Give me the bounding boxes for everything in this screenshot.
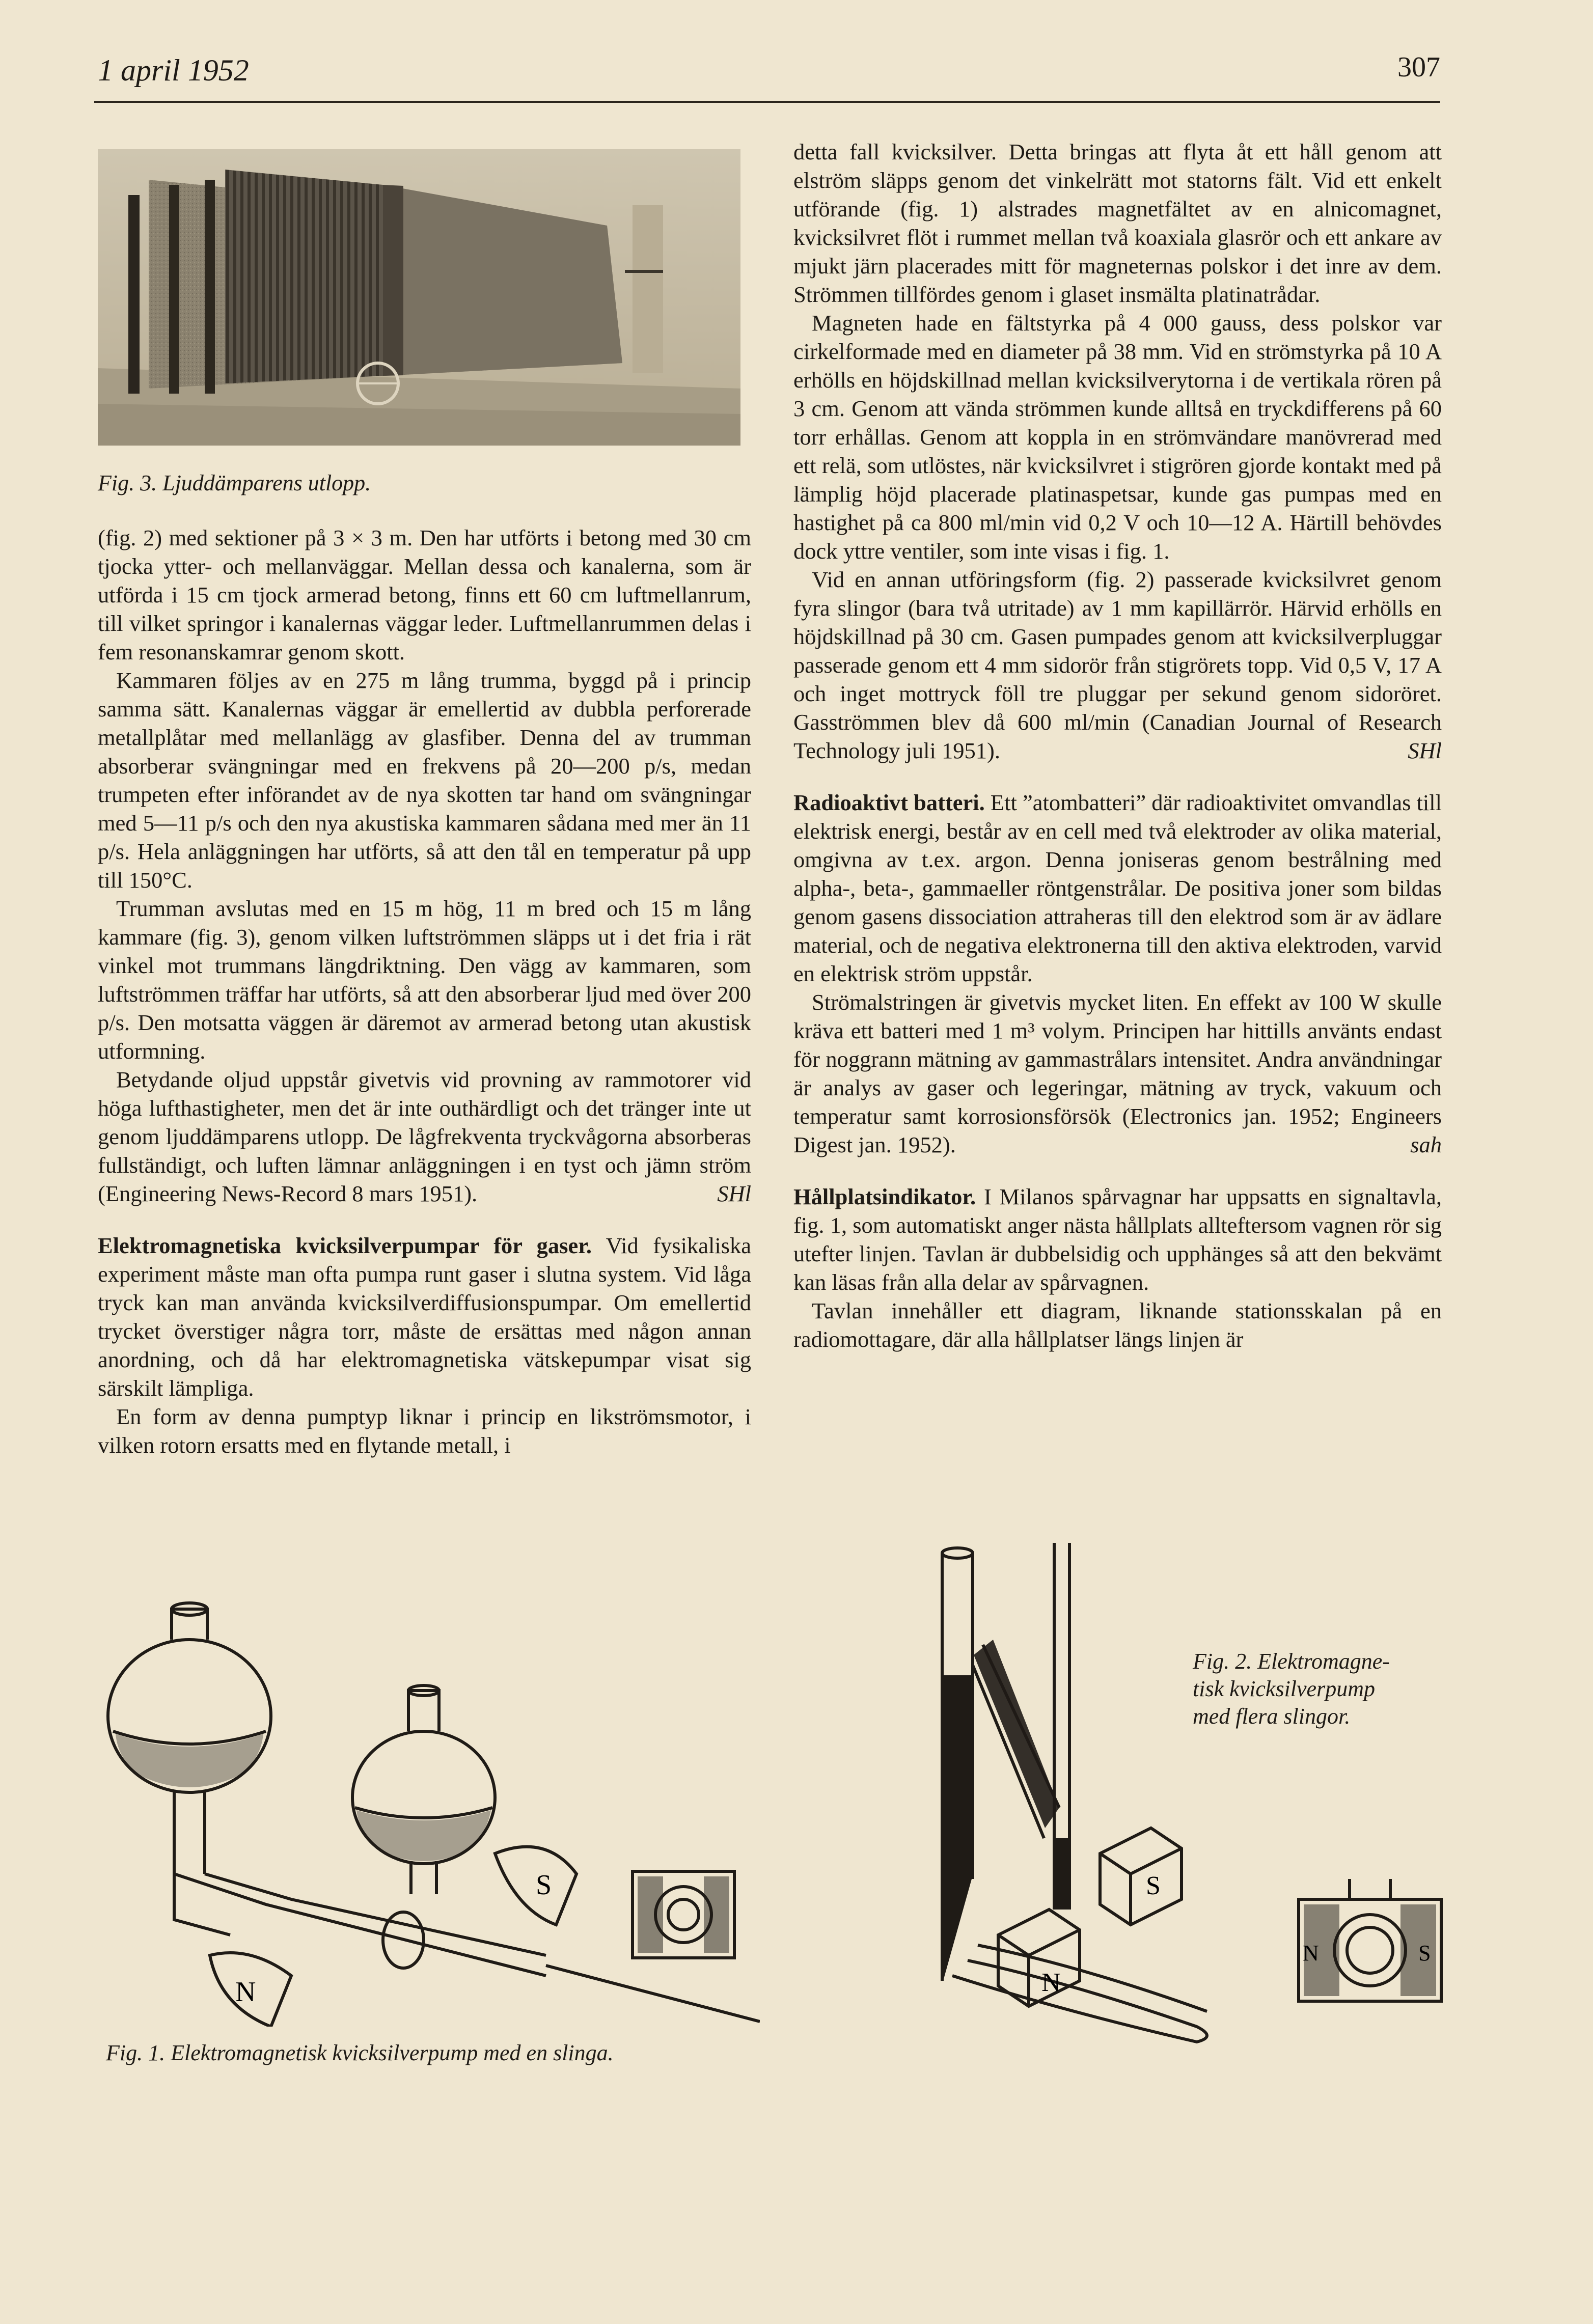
left-paragraph [98,1065,751,1208]
fig2-caption-line: tisk kvicksilverpump [1193,1676,1375,1701]
left-paragraph [98,1231,751,1402]
section-heading: Hållplatsindikator. [793,1184,976,1209]
right-paragraph [793,988,1442,1159]
mercury-pump-multi-loop-diagram [912,1523,1457,2062]
paragraph-text: Strömalstringen är givetvis mycket liten. En effekt av 100 W skulle kräva ett batteri med 1 m³ volym. Principen har hittills använts endast för noggrann mätning av gammastrålars intensitet. Andra användningar är analys av gaser och legeringar, mätning av tryck, vakuum och temperatur samt korrosionsförsök (Electronics jan. 1952; Engineers Digest jan. 1952). [793,989,1442,1157]
page-number: 307 [1397,51,1440,83]
right-paragraph [793,788,1442,988]
right-paragraph [793,565,1442,765]
right-paragraph: detta fall kvicksilver. Detta bringas att flyta åt ett håll genom att elström släpps genom det vinkelrätt mot statorns fält. Vid ett enkelt utförande (fig. 1) alstrades magnetfältet av en alnicomagnet, kvicksilvret flöt i rummet mellan två koaxiala glasrör och ett ankare av mjukt järn placerades mitt för magneternas polskor i det inre av dem. Strömmen tillfördes genom i glaset insmälta platinatrådar. [793,139,1442,307]
fig2-drawing [912,1523,1457,2062]
issue-date: 1 april 1952 [98,53,249,87]
right-paragraph [793,1182,1442,1296]
paragraph-text: Vid en annan utföringsform (fig. 2) passerade kvicksilvret genom fyra slingor (bara två utritade) av 1 mm kapillärrör. Härvid erhölls en höjdskillnad på 30 cm. Gasen pumpades genom att kvicksilverpluggar passerade genom ett 4 mm sidorör från stigrörets topp. Vid 0,5 V, 17 A och inget mottryck föll tre pluggar per sekund genom sidoröret. Gasströmmen blev då 600 ml/min (Canadian Journal of Research Technology juli 1951). [793,567,1442,763]
section-heading: Radioaktivt batteri. [793,790,985,815]
fig2-label-s: S [1146,1871,1161,1900]
left-paragraph: Kammaren följes av en 275 m lång trumma, byggd på i princip samma sätt. Kanalernas väggar är emellertid av dubbla perforerade metallplåtar med mellanlägg av glasfiber. Denna del av trumman absorberar svängningar med en frekvens på 20—200 p/s, medan trumpeten efter införandet av de nya skotten tar hand om svängningar med 5—11 p/s och den nya akustiska kammaren sådana med mer än 11 p/s. Hela anläggningen har utförts, så att den tål en temperatur på upp till 150°C. [98,668,751,893]
fig2-caption [1193,1648,1390,1730]
author-signature: SHl [1408,738,1442,763]
paragraph-text: I Milanos spårvagnar har uppsatts en signaltavla, fig. 1, som automatiskt anger nästa hållplats allteftersom vagnen rör sig utefter linjen. Tavlan är dubbelsidig och upphänges så att den bekvämt kan läsas från alla delar av spårvagnen. [793,1184,1442,1295]
silencer-outlet-photo [98,149,740,446]
paragraph-text: Vid fysikaliska experiment måste man ofta pumpa runt gaser i slutna system. Vid låga tryck kan man använda kvicksilverdiffusionspumpar. Om emellertid trycket överstiger några torr, måste de ersättas med någon annan anordning, och då har elektromagnetiska vätskepumpar visat sig särskilt lämpliga. [98,1233,752,1401]
left-paragraph: (fig. 2) med sektioner på 3 × 3 m. Den har utförts i betong med 30 cm tjocka ytter- och mellanväggar. Mellan dessa och kanalerna, som är utförda i 15 cm tjock armerad betong, finns ett 60 cm luftmellanrum, till vilket springor i kanalernas väggar leder. Luftmellanrummen delas i fem resonanskamrar genom skott. [98,525,751,665]
right-paragraph: Tavlan innehåller ett diagram, liknande stationsskalan på en radiomottagare, där alla hållplatser längs linjen är [793,1298,1442,1352]
fig2-label-n: N [1041,1968,1061,1997]
author-signature: sah [1410,1132,1442,1157]
fig2-caption-line: med flera slingor. [1193,1704,1351,1729]
author-signature: SHl [717,1181,751,1206]
header-rule [94,101,1440,103]
fig1-drawing [98,1589,760,2027]
fig1-label-n: N [235,1976,256,2008]
left-column [98,523,751,1459]
right-paragraph: Magneten hade en fältstyrka på 4 000 gauss, dess polskor var cirkelformade med en diameter på 38 mm. Vid en strömstyrka på 10 A erhölls en höjdskillnad mellan kvicksilverytorna i de vertikala rören på 3 cm. Genom att vända strömmen kunde alltså en tryckdifferens på 60 torr erhållas. Genom att koppla in en strömvändare manövrerad med ett relä, som utlöstes, när kvicksilvret i stigrören gjorde kontakt med på lämplig höjd placerade platinaspetsar, kunde gas pumpas med en hastighet på ca 800 ml/min vid 0,2 V och 10—12 A. Härtill behövdes dock yttre ventiler, som inte visas i fig. 1. [793,310,1442,564]
paragraph-text: Betydande oljud uppstår givetvis vid provning av rammotorer vid höga lufthastigheter, men det är inte outhärdligt och det tränger inte ut genom ljuddämparens utlopp. De lågfrekventa tryckvågorna absorberas fullständigt, och luften lämnar anläggningen i en tyst och jämn ström (Engineering News-Record 8 mars 1951). [98,1067,751,1206]
fig1-label-s: S [536,1869,552,1901]
left-paragraph: En form av denna pumptyp liknar i princip en likströmsmotor, i vilken rotorn ersatts med en flytande metall, i [98,1404,751,1458]
paragraph-text: Ett ”atombatteri” där radioaktivitet omvandlas till elektrisk energi, består av en cell med två elektroder av olika material, omgivna av t.ex. argon. Denna joniseras genom bestrålning med alpha-, beta-, gammaeller röntgenstrålar. De positiva joner som bildas genom gasens dissociation attraheras till den elektrod som är av ädlare material, och de negativa elektronerna till den aktiva elektroden, varvid en elektrisk ström uppstår. [793,790,1442,986]
fig2-inset-label-s: S [1418,1941,1431,1966]
left-paragraph: Trumman avslutas med en 15 m hög, 11 m bred och 15 m lång kammare (fig. 3), genom vilken luftströmmen släpps ut i det fria i rät vinkel mot trummans längdriktning. Den vägg av kammaren, som luftströmmen träffar har utförts, så att den absorberar ljud med över 200 p/s. Den motsatta väggen är däremot av armerad betong utan akustisk utformning. [98,896,751,1064]
fig2-inset-label-n: N [1303,1941,1319,1966]
fig1-caption: Fig. 1. Elektromagnetisk kvicksilverpump med en slinga. [106,2040,614,2065]
fig3-caption: Fig. 3. Ljuddämparens utlopp. [98,471,371,495]
right-column [793,137,1442,1353]
fig2-caption-line: Fig. 2. Elektromagne- [1193,1649,1390,1674]
mercury-pump-single-loop-diagram [98,1589,760,2027]
section-heading: Elektromagnetiska kvicksilverpumpar för gaser. [98,1233,592,1258]
fig3-photo [98,149,740,446]
